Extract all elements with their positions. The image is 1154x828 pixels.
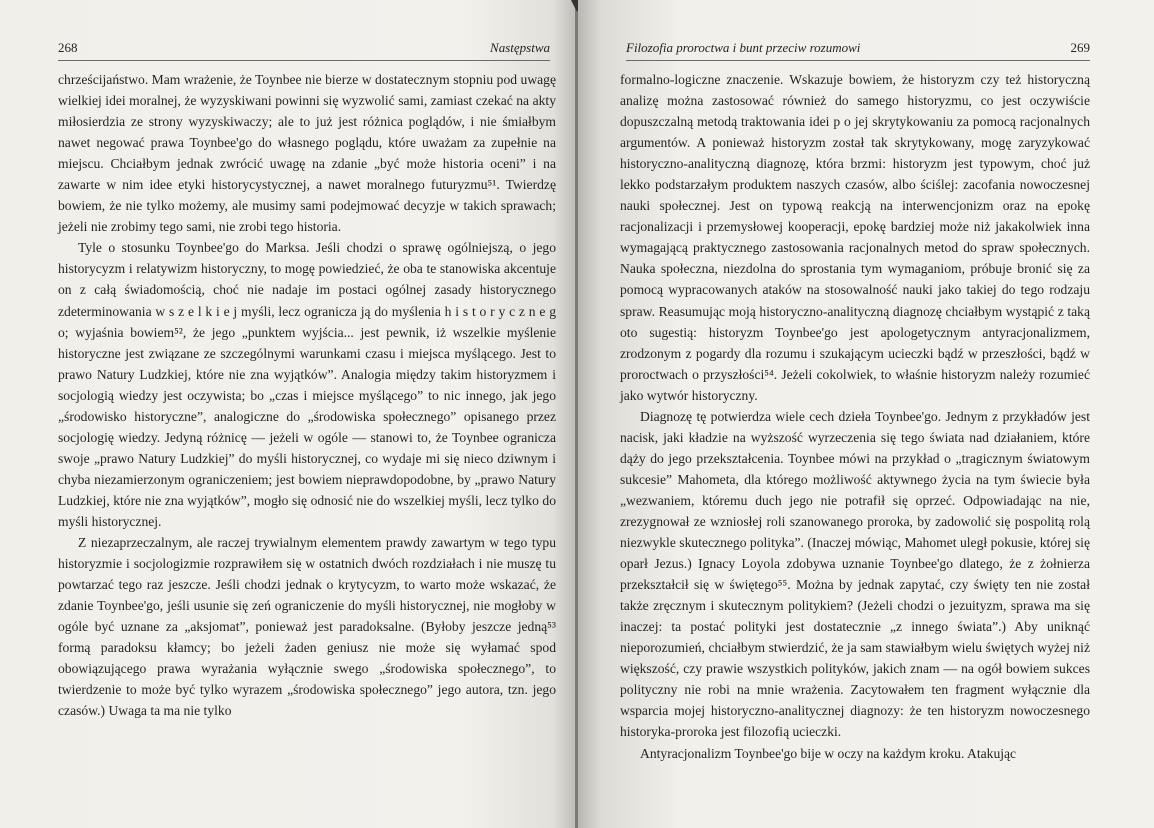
left-page-body xyxy=(58,69,556,721)
right-page-body xyxy=(620,69,1090,764)
running-head: Następstwa xyxy=(490,40,550,55)
paragraph: formalno-logiczne znaczenie. Wskazuje bowiem, że historyzm czy też historyczną analizę można zastosować również do samego historyzmu, co jest oczywiście dopuszczalną metodą traktowania idei p o jej skrytykowaniu za pomocą racjonalnych argumentów. A ponieważ historyzm został tak skrytykowany, mogę zaryzykować historyczno-analityczną diagnozę, która brzmi: historyzm jest typowym, choć już lekko podstarzałym produktem naszych czasów, albo ściślej: zacofania nowoczesnej nauki społecznej. Jest on typową reakcją na interwencjonizm oraz na epokę racjonalizacji i przemysłowej kooperacji, epokę bardziej może niż jakakolwiek inna wymagającą praktycznego zastosowania racjonalnych metod do spraw społecznych. Nauka społeczna, niezdolna do sprostania tym wymaganiom, próbuje bronić się za pomocą wypracowanych ataków na stosowalność nauki jako takiej do tego rodzaju spraw. Reasumując moją historyczno-analityczną diagnozę chciałbym wystąpić z taką oto sugestią: historyzm Toynbee'go jest apologetycznym antyracjonalizmem, zrodzonym z pogardy dla rozumu i szukającym ucieczki bądź w przeszłości, bądź w proroctwach o przyszłości⁵⁴. Jeżeli cokolwiek, to właśnie historyzm należy rozumieć jako wytwór historyczny. xyxy=(620,72,1090,403)
left-page-header xyxy=(58,40,550,61)
running-head: Filozofia proroctwa i bunt przeciw rozumowi xyxy=(626,40,861,55)
paragraph: Z niezaprzeczalnym, ale raczej trywialnym elementem prawdy zawartym w tego typu historyzmie i socjologizmie rozprawiłem się w ostatnich dwóch rozdziałach i nie muszę tu powtarzać tego raz jeszcze. Jeśli chodzi jednak o krytycyzm, to warto może wskazać, że zdanie Toynbee'go, jeśli usunie się zeń ograniczenie do myśli historycznej, nie mogłoby w ogóle być uznane za „aksjomat”, ponieważ jest paradoksalne. (Byłoby jeszcze jedną⁵³ formą paradoksu kłamcy; bo jeżeli żaden geniusz nie może się wyłamać spod obowiązującego prawa wyrażania wyłącznie swego „środowiska społecznego”, to twierdzenie to może być tylko wyrazem „środowiska społecznego” jego autora, tzn. jego czasów.) Uwaga ta ma nie tylko xyxy=(58,535,556,719)
right-page-header xyxy=(626,40,1090,61)
paragraph: chrześcijaństwo. Mam wrażenie, że Toynbee nie bierze w dostatecznym stopniu pod uwagę wielkiej idei moralnej, że wyzyskiwani powinni się wyzwolić sami, zamiast czekać na akty miłosierdzia ze strony wyzyskiwaczy; ale to już jest różnica poglądów, i nie śmiałbym nawet negować prawa Toynbee'go do własnego poglądu, które uważam za zupełnie na miejscu. Chciałbym jednak zwrócić uwagę na zdanie „być może historia oceni” i na zawarte w nim idee etyki historycystycznej, a nawet moralnego futuryzmu⁵¹. Twierdzę bowiem, że nie tylko możemy, ale musimy sami podejmować decyzje w takich sprawach; jeżeli nie zrobimy tego sami, nie zrobi tego historia. xyxy=(58,72,556,235)
right-page xyxy=(578,0,1154,828)
page-number: 268 xyxy=(58,40,78,55)
paragraph: Tyle o stosunku Toynbee'go do Marksa. Jeśli chodzi o sprawę ogólniejszą, o jego historycyzm i relatywizm historyczny, to mogę powiedzieć, że oba te stanowiska akcentuje on z całą świadomością, choć nie nadaje im postaci ogólnej zasady historycznego zdeterminowania w s z e l k i e j myśli, lecz ogranicza ją do myślenia h i s t o r y c z n e g o; wyjaśnia bowiem⁵², że jego „punktem wyjścia... jest pewnik, iż wszelkie myślenie historyczne jest związane ze szczególnymi warunkami czasu i miejsca myślącego. Jest to prawo Natury Ludzkiej, które nie zna wyjątków”. Analogia między takim historyzmem i socjologią wiedzy jest oczywista; bo „czas i miejsce myślącego” to nic innego, jak jego „środowisko historyczne”, analogiczne do „środowiska społecznego” opisanego przez socjologię wiedzy. Jedyną różnicę — jeżeli w ogóle — stanowi to, że Toynbee ogranicza swoje „prawo Natury Ludzkiej” do myśli historycznej, co wydaje mi się nieco dziwnym i chyba niezamierzonym ograniczeniem; jest bowiem nieprawdopodobne, by „prawo Natury Ludzkiej, które nie zna wyjątków”, mogło się odnosić nie do wszelkiej myśli, lecz tylko do myśli historycznej. xyxy=(58,240,556,529)
left-page xyxy=(0,0,576,828)
paragraph: Diagnozę tę potwierdza wiele cech dzieła Toynbee'go. Jednym z przykładów jest nacisk, jaki kładzie na wyższość wyrzeczenia się tego świata nad działaniem, które dąży do jego przekształcenia. Toynbee mówi na przykład o „tragicznym światowym sukcesie” Mahometa, dla którego możliwość aktywnego życia na tym świecie była „wezwaniem, któremu duch jego nie potrafił się oprzeć. Odpowiadając na nie, zrezygnował ze wzniosłej roli szanowanego proroka, by zadowolić się pospolitą rolą niezwykle skutecznego polityka”. (Inaczej mówiąc, Mahomet uległ pokusie, której się oparł Jezus.) Ignacy Loyola zdobywa uznanie Toynbee'go dlatego, że z żołnierza przekształcił się w świętego⁵⁵. Można by jednak zapytać, czy święty ten nie został także zręcznym i skutecznym politykiem? (Jeżeli chodzi o jezuityzm, sprawa ma się inaczej: ta postać polityki jest dostatecznie „z innego świata”.) Aby uniknąć nieporozumień, chciałbym stwierdzić, że ja sam stawiałbym wielu świętych wyżej niż większość, czy prawie wszystkich polityków, jakich znam — na ogół bowiem sukces polityczny nie robi na mnie wrażenia. Zacytowałem ten fragment wyłącznie dla wsparcia mojej historyczno-analitycznej diagnozy: że ten historyzm nowoczesnego historyka-proroka jest filozofią ucieczki. xyxy=(620,408,1090,740)
paragraph: Antyracjonalizm Toynbee'go bije w oczy na każdym kroku. Atakując xyxy=(640,745,1017,761)
page-number: 269 xyxy=(1070,40,1090,55)
